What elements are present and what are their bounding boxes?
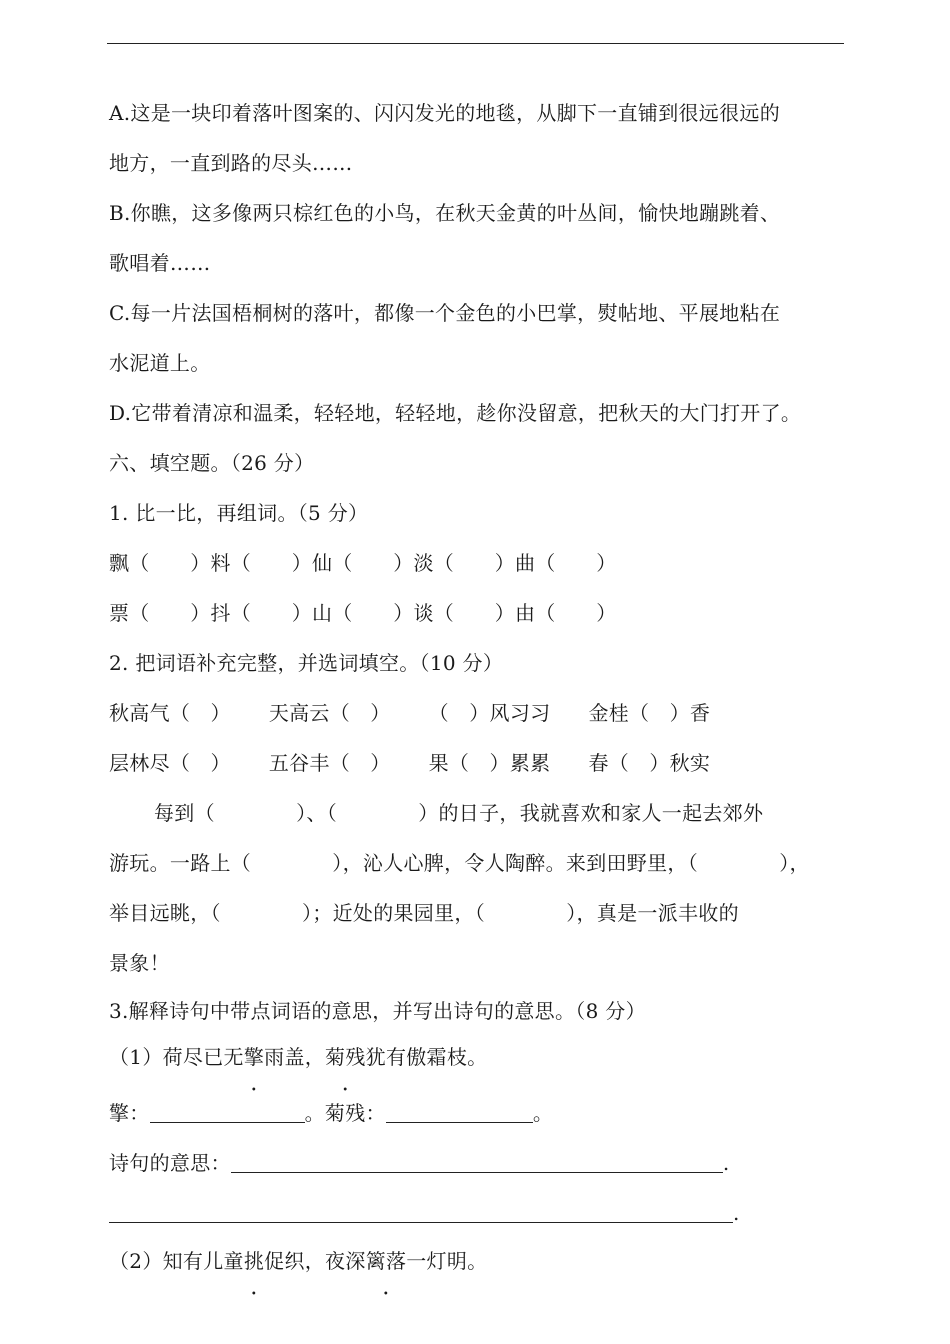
dotted-word: 篱落 (365, 1249, 407, 1273)
worksheet-page (109, 88, 844, 1284)
option-b-line1: B.你瞧，这多像两只棕红色的小鸟，在秋天金黄的叶丛间，愉快地蹦跳着、 (109, 201, 781, 225)
compare-item[interactable]: 谈（ ） (413, 601, 515, 625)
question-2-title: 2. 把词语补充完整，并选词填空。（10 分） (109, 651, 504, 675)
idiom-item[interactable]: 秋高气（ ） (109, 701, 231, 725)
idiom-row-2 (109, 738, 844, 788)
section-heading: 六、填空题。（26 分） (109, 451, 315, 475)
compare-item[interactable]: 抖（ ） (210, 601, 312, 625)
idiom-item[interactable]: 果（ ）累累 (428, 751, 551, 775)
compare-item[interactable]: 曲（ ） (515, 551, 617, 575)
poem-line-1: （1）荷尽已无擎雨盖，菊残犹有傲霜枝。 (109, 1034, 844, 1080)
fill-paragraph-line1: 每到（ ）、（ ）的日子，我就喜欢和家人一起去郊外 (154, 801, 764, 825)
compare-item[interactable]: 山（ ） (312, 601, 414, 625)
compare-item[interactable]: 由（ ） (515, 601, 617, 625)
compare-item[interactable]: 料（ ） (210, 551, 312, 575)
compare-item[interactable]: 淡（ ） (413, 551, 515, 575)
idiom-item[interactable]: 天高云（ ） (268, 701, 391, 725)
option-d-line1: D.它带着清凉和温柔，轻轻地，轻轻地，趁你没留意，把秋天的大门打开了。 (109, 401, 802, 425)
answer-blank[interactable] (386, 1121, 533, 1123)
answer-blank[interactable] (150, 1121, 305, 1123)
compare-item[interactable]: 飘（ ） (109, 551, 211, 575)
idiom-item[interactable]: 金桂（ ）香 (588, 701, 711, 725)
fill-paragraph-line3: 举目远眺，（ ）；近处的果园里，（ ），真是一派丰收的 (109, 901, 739, 925)
compare-row-1 (109, 538, 844, 588)
word-label: 擎： (109, 1101, 150, 1125)
meaning-label: 诗句的意思： (109, 1151, 231, 1175)
compare-item[interactable]: 仙（ ） (312, 551, 414, 575)
answer-blank[interactable] (109, 1221, 733, 1223)
question-3-title: 3.解释诗句中带点词语的意思，并写出诗句的意思。（8 分） (109, 999, 646, 1023)
answer-blank[interactable] (231, 1171, 723, 1173)
idiom-row-1 (109, 688, 844, 738)
word-label: 菊残： (324, 1101, 386, 1125)
dotted-word: 挑 (243, 1249, 265, 1273)
option-a-line2: 地方，一直到路的尽头…… (109, 151, 353, 175)
compare-row-2 (109, 588, 844, 638)
option-a-line1: A.这是一块印着落叶图案的、闪闪发光的地毯，从脚下一直铺到很远很远的 (109, 101, 780, 125)
idiom-item[interactable]: 春（ ）秋实 (588, 751, 711, 775)
meaning-answer-row: 诗句的意思： . (109, 1151, 730, 1175)
meaning-answer-row-2: . (109, 1188, 844, 1238)
word-answer-row: 擎： 。菊残： 。 (109, 1101, 554, 1125)
idiom-item[interactable]: （ ）风习习 (428, 701, 551, 725)
option-c-line1: C.每一片法国梧桐树的落叶，都像一个金色的小巴掌，熨帖地、平展地粘在 (109, 301, 781, 325)
idiom-item[interactable]: 层林尽（ ） (109, 751, 231, 775)
idiom-item[interactable]: 五谷丰（ ） (268, 751, 391, 775)
header-rule (107, 43, 844, 44)
option-c-line2: 水泥道上。 (109, 351, 211, 375)
option-b-line2: 歌唱着…… (109, 251, 211, 275)
fill-paragraph-line2: 游玩。一路上（ ），沁人心脾，令人陶醉。来到田野里，（ ）， (109, 851, 810, 875)
poem-line-2: （2）知有儿童挑促织，夜深篱落一灯明。 (109, 1238, 844, 1284)
compare-item[interactable]: 票（ ） (109, 601, 211, 625)
dotted-word: 菊残 (325, 1045, 366, 1069)
question-1-title: 1. 比一比，再组词。（5 分） (109, 501, 369, 525)
dotted-word: 擎 (243, 1045, 265, 1069)
fill-paragraph-line4: 景象！ (109, 951, 170, 975)
